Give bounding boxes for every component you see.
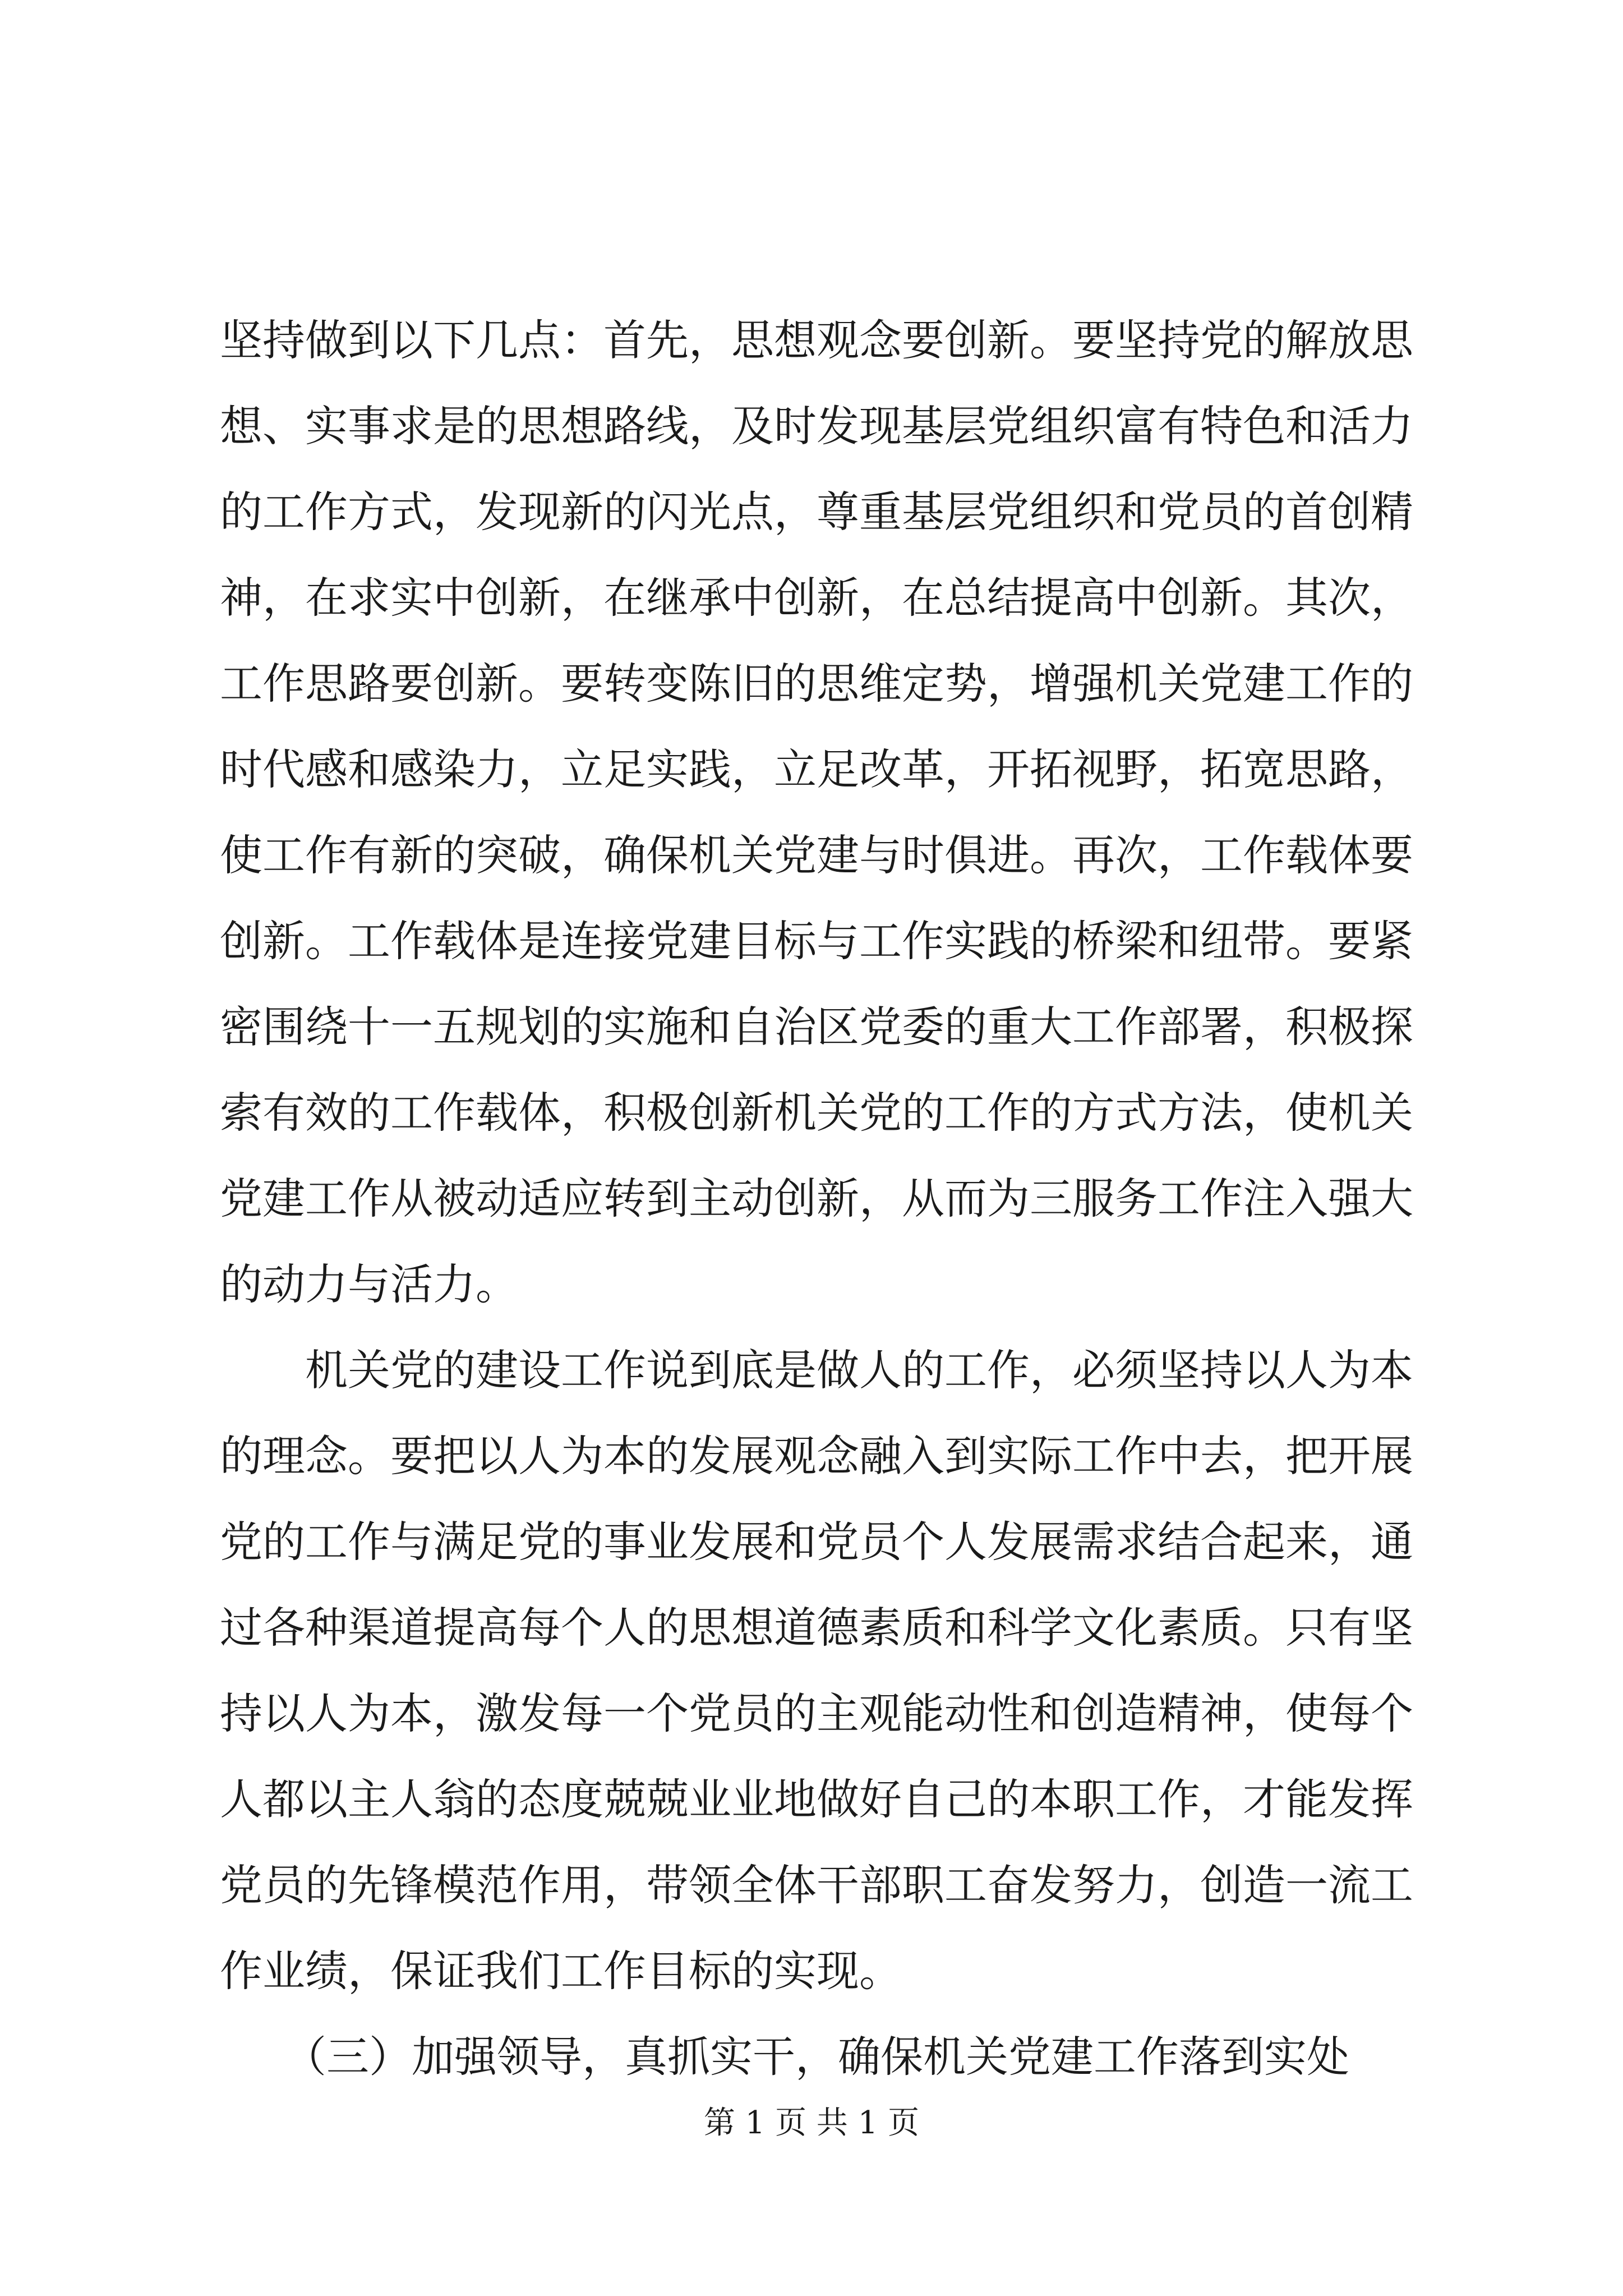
text-line: 密围绕十一五规划的实施和自治区党委的重大工作部署，积极探 — [220, 1002, 1413, 1052]
text-line: 党的工作与满足党的事业发展和党员个人发展需求结合起来，通 — [220, 1517, 1413, 1567]
text-line: 机关党的建设工作说到底是做人的工作，必须坚持以人为本 — [220, 1345, 1413, 1395]
text-line: 过各种渠道提高每个人的思想道德素质和科学文化素质。只有坚 — [220, 1603, 1413, 1653]
text-line: 创新。工作载体是连接党建目标与工作实践的桥梁和纽带。要紧 — [220, 916, 1413, 966]
text-line: 人都以主人翁的态度兢兢业业地做好自己的本职工作，才能发挥 — [220, 1774, 1413, 1824]
text-line: 的工作方式，发现新的闪光点，尊重基层党组织和党员的首创精 — [220, 487, 1413, 537]
text-line: 党员的先锋模范作用，带领全体干部职工奋发努力，创造一流工 — [220, 1860, 1413, 1910]
text-line: 坚持做到以下几点：首先，思想观念要创新。要坚持党的解放思 — [220, 315, 1413, 365]
text-line: 党建工作从被动适应转到主动创新，从而为三服务工作注入强大 — [220, 1174, 1413, 1223]
text-line: 索有效的工作载体，积极创新机关党的工作的方式方法，使机关 — [220, 1088, 1413, 1138]
text-line: 工作思路要创新。要转变陈旧的思维定势，增强机关党建工作的 — [220, 659, 1413, 708]
body-text — [220, 297, 1431, 2100]
section-heading: （三）加强领导，真抓实干，确保机关党建工作落到实处 — [220, 2032, 1349, 2082]
text-line: 时代感和感染力，立足实践，立足改革，开拓视野，拓宽思路， — [220, 744, 1413, 794]
text-line: 作业绩，保证我们工作目标的实现。 — [220, 1946, 902, 1996]
text-line: 神，在求实中创新，在继承中创新，在总结提高中创新。其次， — [220, 573, 1413, 623]
text-line: 使工作有新的突破，确保机关党建与时俱进。再次，工作载体要 — [220, 830, 1413, 880]
page-footer — [0, 2101, 1623, 2146]
text-line: 的动力与活力。 — [220, 1259, 518, 1309]
page-number: 第 1 页 共 1 页 — [703, 2105, 920, 2141]
text-line: 想、实事求是的思想路线，及时发现基层党组织富有特色和活力 — [220, 401, 1413, 451]
text-line: 持以人为本，激发每一个党员的主观能动性和创造精神，使每个 — [220, 1688, 1413, 1738]
text-line: 的理念。要把以人为本的发展观念融入到实际工作中去，把开展 — [220, 1431, 1413, 1481]
